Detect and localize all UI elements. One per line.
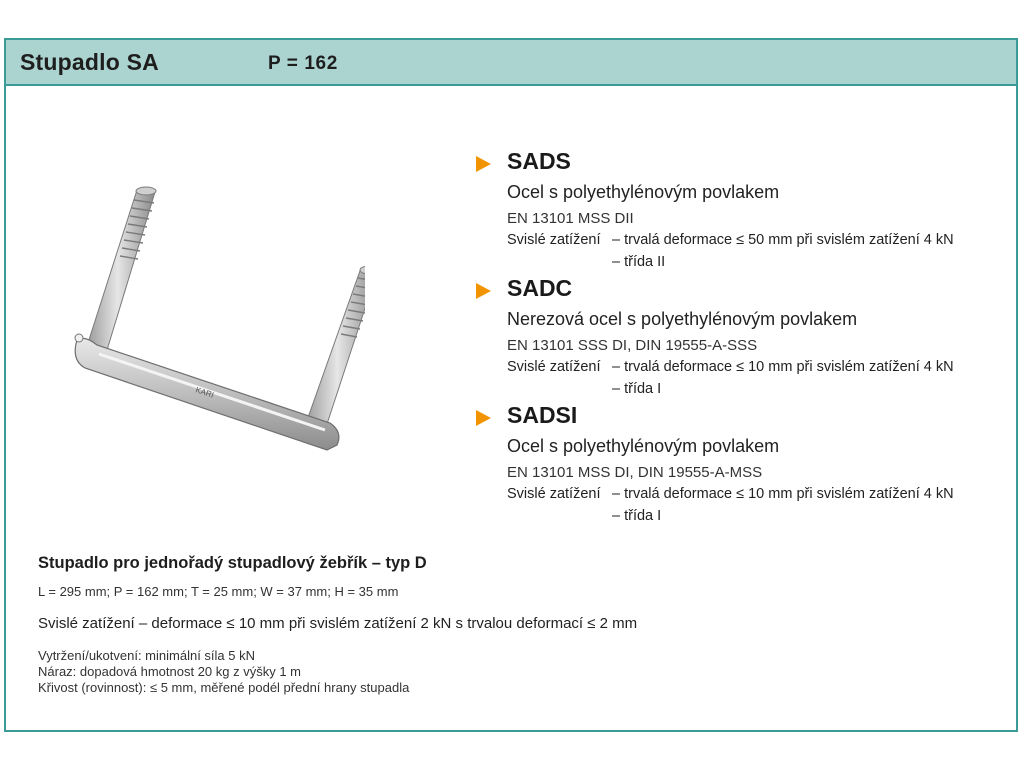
page-title: Stupadlo SA — [20, 49, 159, 75]
variant-material: Nerezová ocel s polyethylénovým povlakem — [507, 309, 858, 329]
variant-load-label: Svislé zatížení — [507, 359, 601, 375]
variant-code: SADS — [507, 148, 571, 174]
variant-code: SADC — [507, 275, 573, 301]
extra-line: Vytržení/ukotvení: minimální síla 5 kN — [38, 648, 255, 663]
header-bar — [6, 40, 1016, 86]
variant-load-class: – třída I — [612, 508, 662, 524]
p-value: P = 162 — [268, 53, 338, 74]
variant-load-text: – trvalá deformace ≤ 50 mm při svislém zatížení 4 kN — [612, 232, 954, 248]
variant-norm: EN 13101 SSS DI, DIN 19555-A-SSS — [507, 337, 758, 354]
arrow-icon — [476, 410, 491, 426]
extra-line: Křivost (rovinnost): ≤ 5 mm, měřené podél přední hrany stupadla — [38, 680, 410, 695]
variant-load-class: – třída II — [612, 254, 666, 270]
description-title: Stupadlo pro jednořadý stupadlový žebřík – typ D — [38, 554, 427, 572]
variant-load-label: Svislé zatížení — [507, 486, 601, 502]
variant-material: Ocel s polyethylénovým povlakem — [507, 182, 780, 202]
variant-load-text: – trvalá deformace ≤ 10 mm při svislém zatížení 4 kN — [612, 486, 954, 502]
variant-load-text: – trvalá deformace ≤ 10 mm při svislém zatížení 4 kN — [612, 359, 954, 375]
variant-load-label: Svislé zatížení — [507, 232, 601, 248]
description-dimensions: L = 295 mm; P = 162 mm; T = 25 mm; W = 37 mm; H = 35 mm — [38, 584, 399, 599]
description-load: Svislé zatížení – deformace ≤ 10 mm při svislém zatížení 2 kN s trvalou deformací ≤ 2 mm — [38, 615, 638, 632]
engraving-text: KARI — [194, 385, 215, 400]
variant-material: Ocel s polyethylénovým povlakem — [507, 436, 780, 456]
description-extra — [38, 648, 409, 696]
product-image — [55, 140, 365, 460]
variant-load-class: – třída I — [612, 381, 662, 397]
arrow-icon — [476, 283, 491, 299]
variant-norm: EN 13101 MSS DI, DIN 19555-A-MSS — [507, 464, 763, 481]
variant-norm: EN 13101 MSS DII — [507, 210, 634, 227]
variant-code: SADSI — [507, 402, 578, 428]
extra-line: Náraz: dopadová hmotnost 20 kg z výšky 1 m — [38, 664, 302, 679]
arrow-icon — [476, 156, 491, 172]
